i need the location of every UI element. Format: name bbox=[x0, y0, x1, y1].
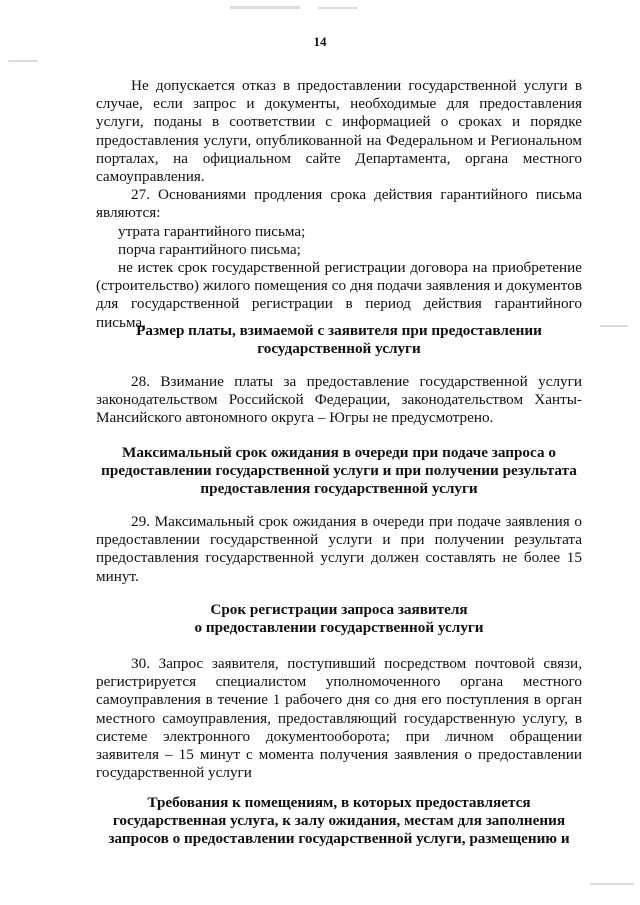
heading-fee-line-2: государственной услуги bbox=[257, 340, 421, 358]
heading-premises bbox=[96, 794, 582, 849]
paragraph-27-item-1: утрата гарантийного письма; bbox=[118, 222, 306, 240]
paragraph-27-item-2: порча гарантийного письма; bbox=[118, 240, 301, 258]
text-block-top bbox=[96, 77, 582, 332]
paragraph-30: 30. Запрос заявителя, поступивший посредством почтовой связи, регистрируется специалистом уполномоченного органа местного самоуправления в течение 1 рабочего дня со дня его поступления в орган местного самоуправления, предоставляющий государственную услугу, в системе электронного документооборота; при личном обращении заявителя – 15 минут с момента получения заявления о предоставлении государственной услуги bbox=[96, 655, 582, 782]
scan-artifact bbox=[600, 325, 628, 327]
heading-premises-line-3: запросов о предоставлении государственной услуги, размещению и bbox=[108, 830, 570, 848]
heading-fee bbox=[96, 322, 582, 358]
scan-artifact bbox=[8, 60, 38, 62]
heading-wait-time bbox=[96, 444, 582, 499]
scan-artifact bbox=[230, 6, 300, 9]
paragraph-28: 28. Взимание платы за предоставление государственной услуги законодательством Российской Федерации, законодательством Ханты-Мансийского автономного округа – Югры не предусмотрено. bbox=[96, 373, 582, 427]
heading-fee-line-1: Размер платы, взимаемой с заявителя при предоставлении bbox=[136, 322, 542, 339]
heading-wait-line-1: Максимальный срок ожидания в очереди при подаче запроса о bbox=[122, 444, 556, 461]
page-number: 14 bbox=[313, 34, 327, 49]
text-block-28 bbox=[96, 373, 582, 428]
text-block-30 bbox=[96, 655, 582, 782]
paragraph-29: 29. Максимальный срок ожидания в очереди при подаче заявления о предоставлении государственной услуги и при получении результата предоставления государственной услуги должен составлять не более 15 минут. bbox=[96, 513, 582, 585]
paragraph-refusal: Не допускается отказ в предоставлении государственной услуги в случае, если запрос и документы, необходимые для предоставления услуги, поданы в соответствии с информацией о сроках и порядке предоставления услуги, опубликованной на Федеральном и Региональном порталах, на официальном сайте Департамента, органа местного самоуправления. bbox=[96, 77, 582, 186]
paragraph-27-item-3: не истек срок государственной регистрации договора на приобретение (строительство) жилого помещения со дня подачи заявления и документов для государственной регистрации в период действия гарантийного письма. bbox=[96, 259, 582, 331]
text-block-29 bbox=[96, 513, 582, 586]
heading-registration-line-1: Срок регистрации запроса заявителя bbox=[210, 601, 468, 618]
scan-artifact bbox=[318, 7, 358, 9]
heading-premises-line-2: государственная услуга, к залу ожидания, местам для заполнения bbox=[112, 812, 566, 830]
heading-registration-line-2: о предоставлении государственной услуги bbox=[194, 619, 484, 637]
paragraph-27: 27. Основаниями продления срока действия гарантийного письма являются: bbox=[96, 186, 582, 222]
scan-artifact bbox=[590, 883, 634, 885]
heading-wait-line-3: предоставления государственной услуги bbox=[200, 480, 478, 498]
heading-wait-line-2: предоставлении государственной услуги и при получении результата bbox=[101, 462, 577, 480]
heading-registration bbox=[96, 601, 582, 637]
heading-premises-line-1: Требования к помещениям, в которых предоставляется bbox=[147, 794, 531, 811]
